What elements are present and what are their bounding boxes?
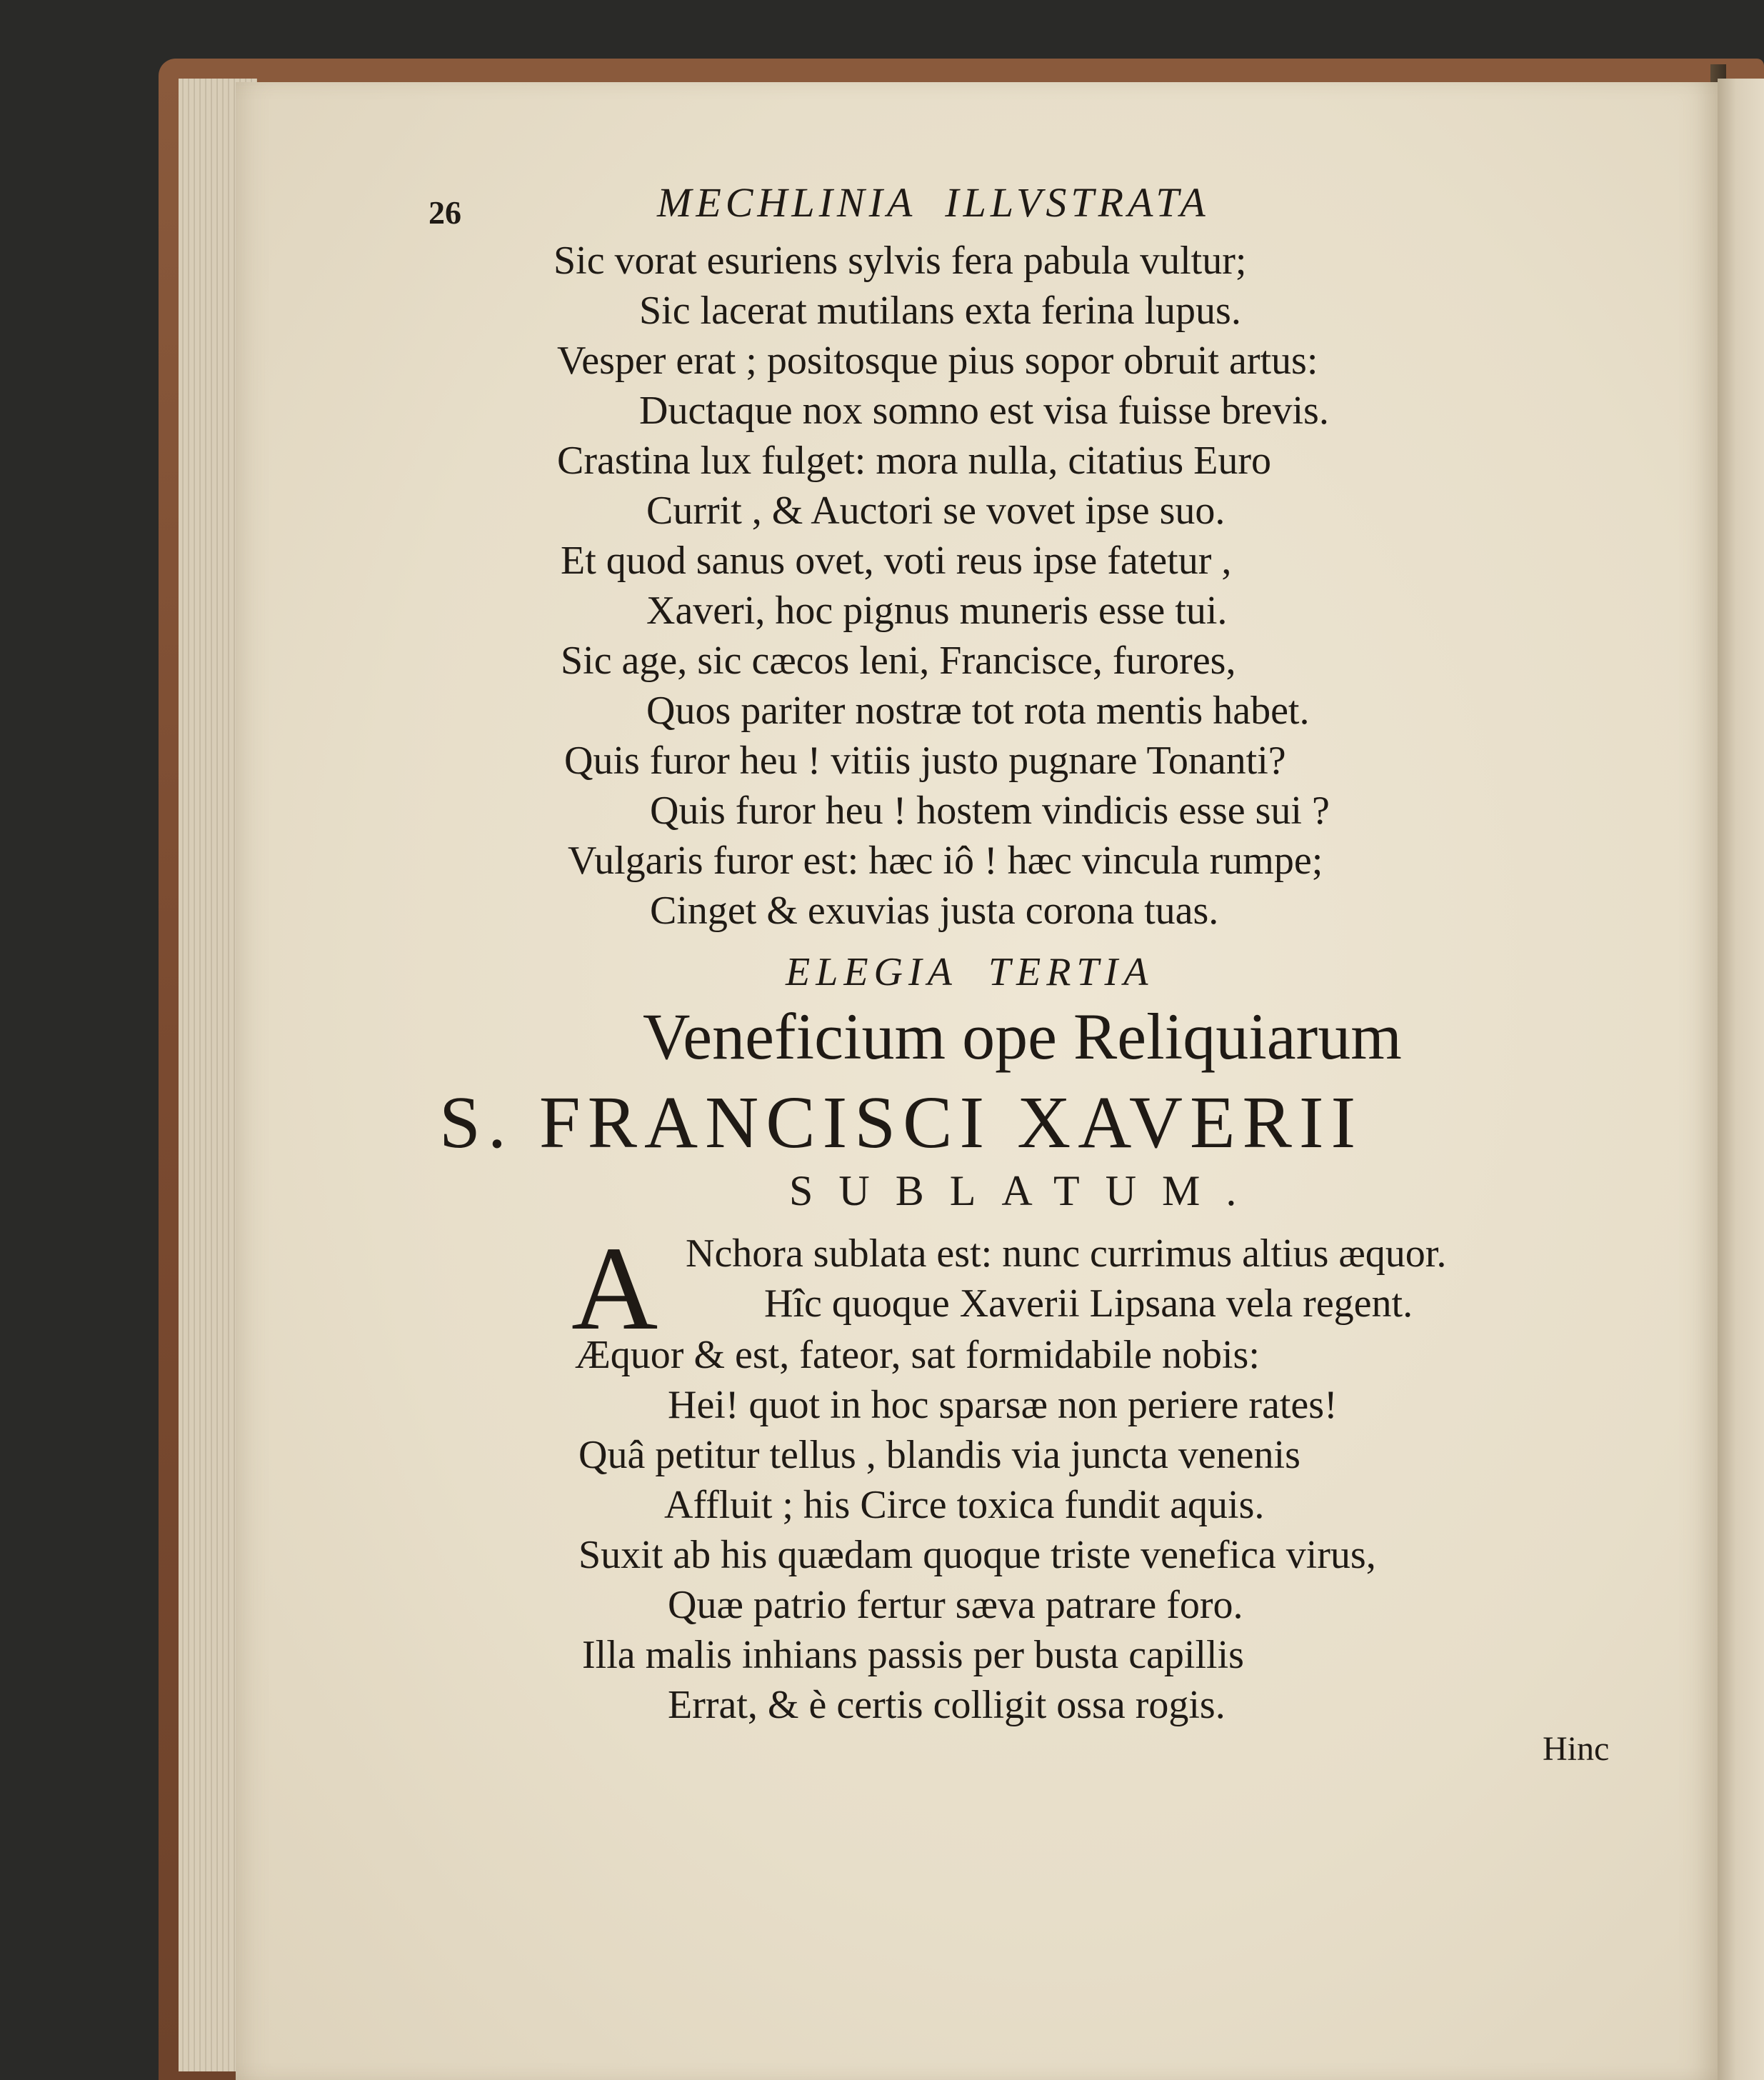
verse-line: Vesper erat ; positosque pius sopor obruit artus: <box>557 339 1318 383</box>
verse-line: Sic lacerat mutilans exta ferina lupus. <box>639 289 1241 333</box>
verse-line: Affluit ; his Circe toxica fundit aquis. <box>664 1483 1265 1527</box>
verse-line: Illa malis inhians passis per busta capillis <box>582 1633 1244 1677</box>
verse-line: Vulgaris furor est: hæc iô ! hæc vincula rumpe; <box>568 839 1323 883</box>
book-page <box>236 82 1718 2080</box>
verse-line: Cinget & exuvias justa corona tuas. <box>650 889 1219 933</box>
verse-line: Quos pariter nostræ tot rota mentis habet. <box>646 689 1310 733</box>
catchword: Hinc <box>1543 1730 1610 1768</box>
verse-line: Errat, & è certis colligit ossa rogis. <box>668 1683 1226 1727</box>
verse-line: Hîc quoque Xaverii Lipsana vela regent. <box>764 1281 1413 1326</box>
verse-line: Sic vorat esuriens sylvis fera pabula vultur; <box>553 239 1247 283</box>
page-number: 26 <box>429 194 461 231</box>
verse-line: Quis furor heu ! hostem vindicis esse sui ? <box>650 789 1330 833</box>
verse-line: Et quod sanus ovet, voti reus ipse fatetur , <box>561 539 1232 583</box>
verse-line: Quæ patrio fertur sæva patrare foro. <box>668 1583 1243 1627</box>
verse-line: Æquor & est, fateor, sat formidabile nobis: <box>575 1333 1260 1377</box>
verse-line: Hei! quot in hoc sparsæ non periere rates! <box>668 1383 1338 1427</box>
verse-line: Ductaque nox somno est visa fuisse brevis. <box>639 389 1329 433</box>
verse-line: Quis furor heu ! vitiis justo pugnare Tonanti? <box>564 739 1286 783</box>
title-line-2: S. FRANCISCI XAVERII <box>439 1081 1363 1164</box>
verse-line: Nchora sublata est: nunc currimus altius æquor. <box>686 1231 1447 1276</box>
title-line-1: Veneficium ope Reliquiarum <box>643 1000 1402 1073</box>
verse-line: Crastina lux fulget: mora nulla, citatius Euro <box>557 439 1271 483</box>
elegy-heading: ELEGIA TERTIA <box>786 950 1154 994</box>
drop-cap: A <box>571 1222 658 1355</box>
facing-page-edge <box>1718 79 1764 2080</box>
running-head: MECHLINIA ILLVSTRATA <box>657 179 1210 226</box>
verse-line: Quâ petitur tellus , blandis via juncta venenis <box>578 1433 1301 1477</box>
verse-line: Suxit ab his quædam quoque triste venefica virus, <box>578 1533 1376 1577</box>
verse-line: Sic age, sic cæcos leni, Francisce, furores, <box>561 639 1236 683</box>
verse-line: Currit , & Auctori se vovet ipse suo. <box>646 489 1226 533</box>
title-line-3: SUBLATUM. <box>789 1167 1263 1214</box>
verse-line: Xaveri, hoc pignus muneris esse tui. <box>646 589 1228 633</box>
